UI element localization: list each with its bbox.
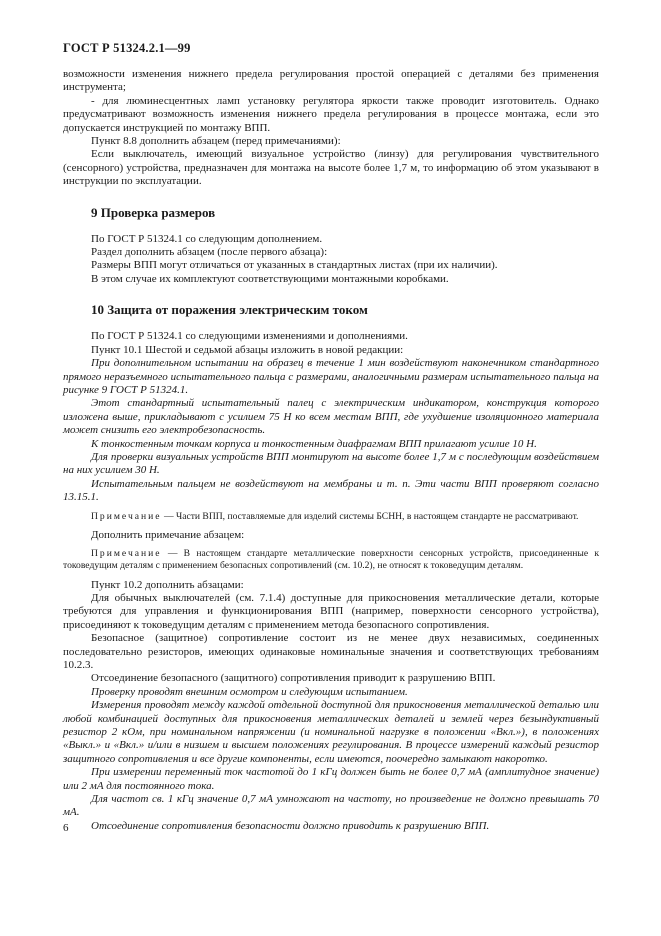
- note-text: — Части ВПП, поставляемые для изделий системы БСНН, в настоящем стандарте не рассматривают.: [161, 510, 579, 522]
- paragraph: - для люминесцентных ламп установку регулятора яркости также проводит изготовитель. Однако предусматривают возможность изменения нижнего предела регулирования в процессе монтажа, если это допускается инструкцией по монтажу ВПП.: [63, 94, 599, 134]
- paragraph: Для обычных выключателей (см. 7.1.4) доступные для прикосновения металлические детали, которые требуются для управления и функционирования ВПП (например, поверхности сенсорного устройства), присоединяют к токоведущим деталям с применением метода безопасного сопротивления.: [63, 591, 599, 631]
- paragraph: Раздел дополнить абзацем (после первого абзаца):: [91, 246, 328, 259]
- paragraph: Пункт 10.2 дополнить абзацами:: [91, 578, 244, 591]
- paragraph: Отсоединение безопасного (защитного) сопротивления приводит к разрушению ВПП.: [91, 672, 496, 685]
- paragraph: По ГОСТ Р 51324.1 со следующими изменениями и дополнениями.: [91, 330, 408, 343]
- note-text: — В настоящем стандарте металлические поверхности сенсорных устройств, присоединенные к токоведущим деталям с применением безопасных сопротивлений (см. 10.2), не относят к токоведущим деталям.: [63, 548, 599, 572]
- paragraph: Проверку проводят внешним осмотром и следующим испытанием.: [91, 685, 408, 698]
- paragraph: Отсоединение сопротивления безопасности должно приводить к разрушению ВПП.: [91, 819, 490, 832]
- paragraph: Этот стандартный испытательный палец с электрическим индикатором, конструкция которого изложена выше, прикладывают с усилием 75 Н ко всем местам ВПП, где ухудшение изоляционного материала может снизить его электробезопасность.: [63, 397, 599, 437]
- paragraph: При измерении переменный ток частотой до 1 кГц должен быть не более 0,7 мА (амплитудное значение) или 2 мА для постоянного тока.: [63, 766, 599, 792]
- note-label: Примечание: [91, 510, 162, 522]
- page-number: 6: [63, 822, 69, 834]
- document-body: [63, 68, 599, 833]
- paragraph: По ГОСТ Р 51324.1 со следующим дополнением.: [91, 232, 323, 245]
- paragraph: Для проверки визуальных устройств ВПП монтируют на высоте более 1,7 м с последующим воздействием на них усилием 30 Н.: [63, 450, 599, 477]
- paragraph: Безопасное (защитное) сопротивление состоит из не менее двух независимых, соединенных последовательно резисторов, имеющих одинаковые номинальные значения и соответствующих требованиям 10.2.3.: [63, 632, 599, 672]
- paragraph: Испытательным пальцем не воздействуют на мембраны и т. п. Эти части ВПП проверяют согласно 13.15.1.: [63, 477, 599, 504]
- paragraph: В этом случае их комплектуют соответствующими монтажными коробками.: [91, 272, 449, 285]
- paragraph: Если выключатель, имеющий визуальное устройство (линзу) для регулирования чувствительного (сенсорного) устройства, предназначен для монтажа на высоте более 1,7 м, то информацию об этом указывают в инструкции по эксплуатации.: [63, 148, 599, 188]
- paragraph: Дополнить примечание абзацем:: [91, 528, 245, 541]
- note: [63, 548, 599, 572]
- note: [63, 511, 599, 523]
- paragraph: Для частот св. 1 кГц значение 0,7 мА умножают на частоту, но произведение не должно превышать 70 мА.: [63, 793, 599, 819]
- note-label: Примечание: [91, 548, 162, 560]
- paragraph: Измерения проводят между каждой отдельной доступной для прикосновения металлической деталью или любой комбинацией доступных для прикосновения металлических деталей и землей через безындуктивный резистор 2 кОм, при номинальном напряжении (и номинальной нагрузке в положении «Вкл.»), в положениях «Выкл.» и «Вкл.» и/или в низшем и высшем положениях регулирования. В процессе измерений каждый резистор защитного сопротивления и все другие компоненты, если имеются, поочередно замыкают накоротко.: [63, 699, 599, 765]
- paragraph: возможности изменения нижнего предела регулирования простой операцией с деталями без применения инструмента;: [63, 68, 599, 94]
- paragraph: Размеры ВПП могут отличаться от указанных в стандартных листах (при их наличии).: [91, 259, 498, 272]
- paragraph: При дополнительном испытании на образец в течение 1 мин воздействуют наконечником стандартного прямого неразъемного испытательного пальца с размерами, аналогичными размерам испытательного пальца на рисунке 9 ГОСТ Р 51324.1.: [63, 357, 599, 396]
- paragraph: Пункт 10.1 Шестой и седьмой абзацы изложить в новой редакции:: [91, 343, 404, 356]
- section-heading-10: 10 Защита от поражения электрическим током: [91, 302, 368, 318]
- paragraph: К тонкостенным точкам корпуса и тонкостенным диафрагмам ВПП прилагают усилие 10 Н.: [91, 437, 537, 450]
- document-header: ГОСТ Р 51324.2.1—99: [63, 41, 191, 55]
- paragraph: Пункт 8.8 дополнить абзацем (перед примечаниями):: [91, 135, 341, 148]
- section-heading-9: 9 Проверка размеров: [91, 204, 216, 220]
